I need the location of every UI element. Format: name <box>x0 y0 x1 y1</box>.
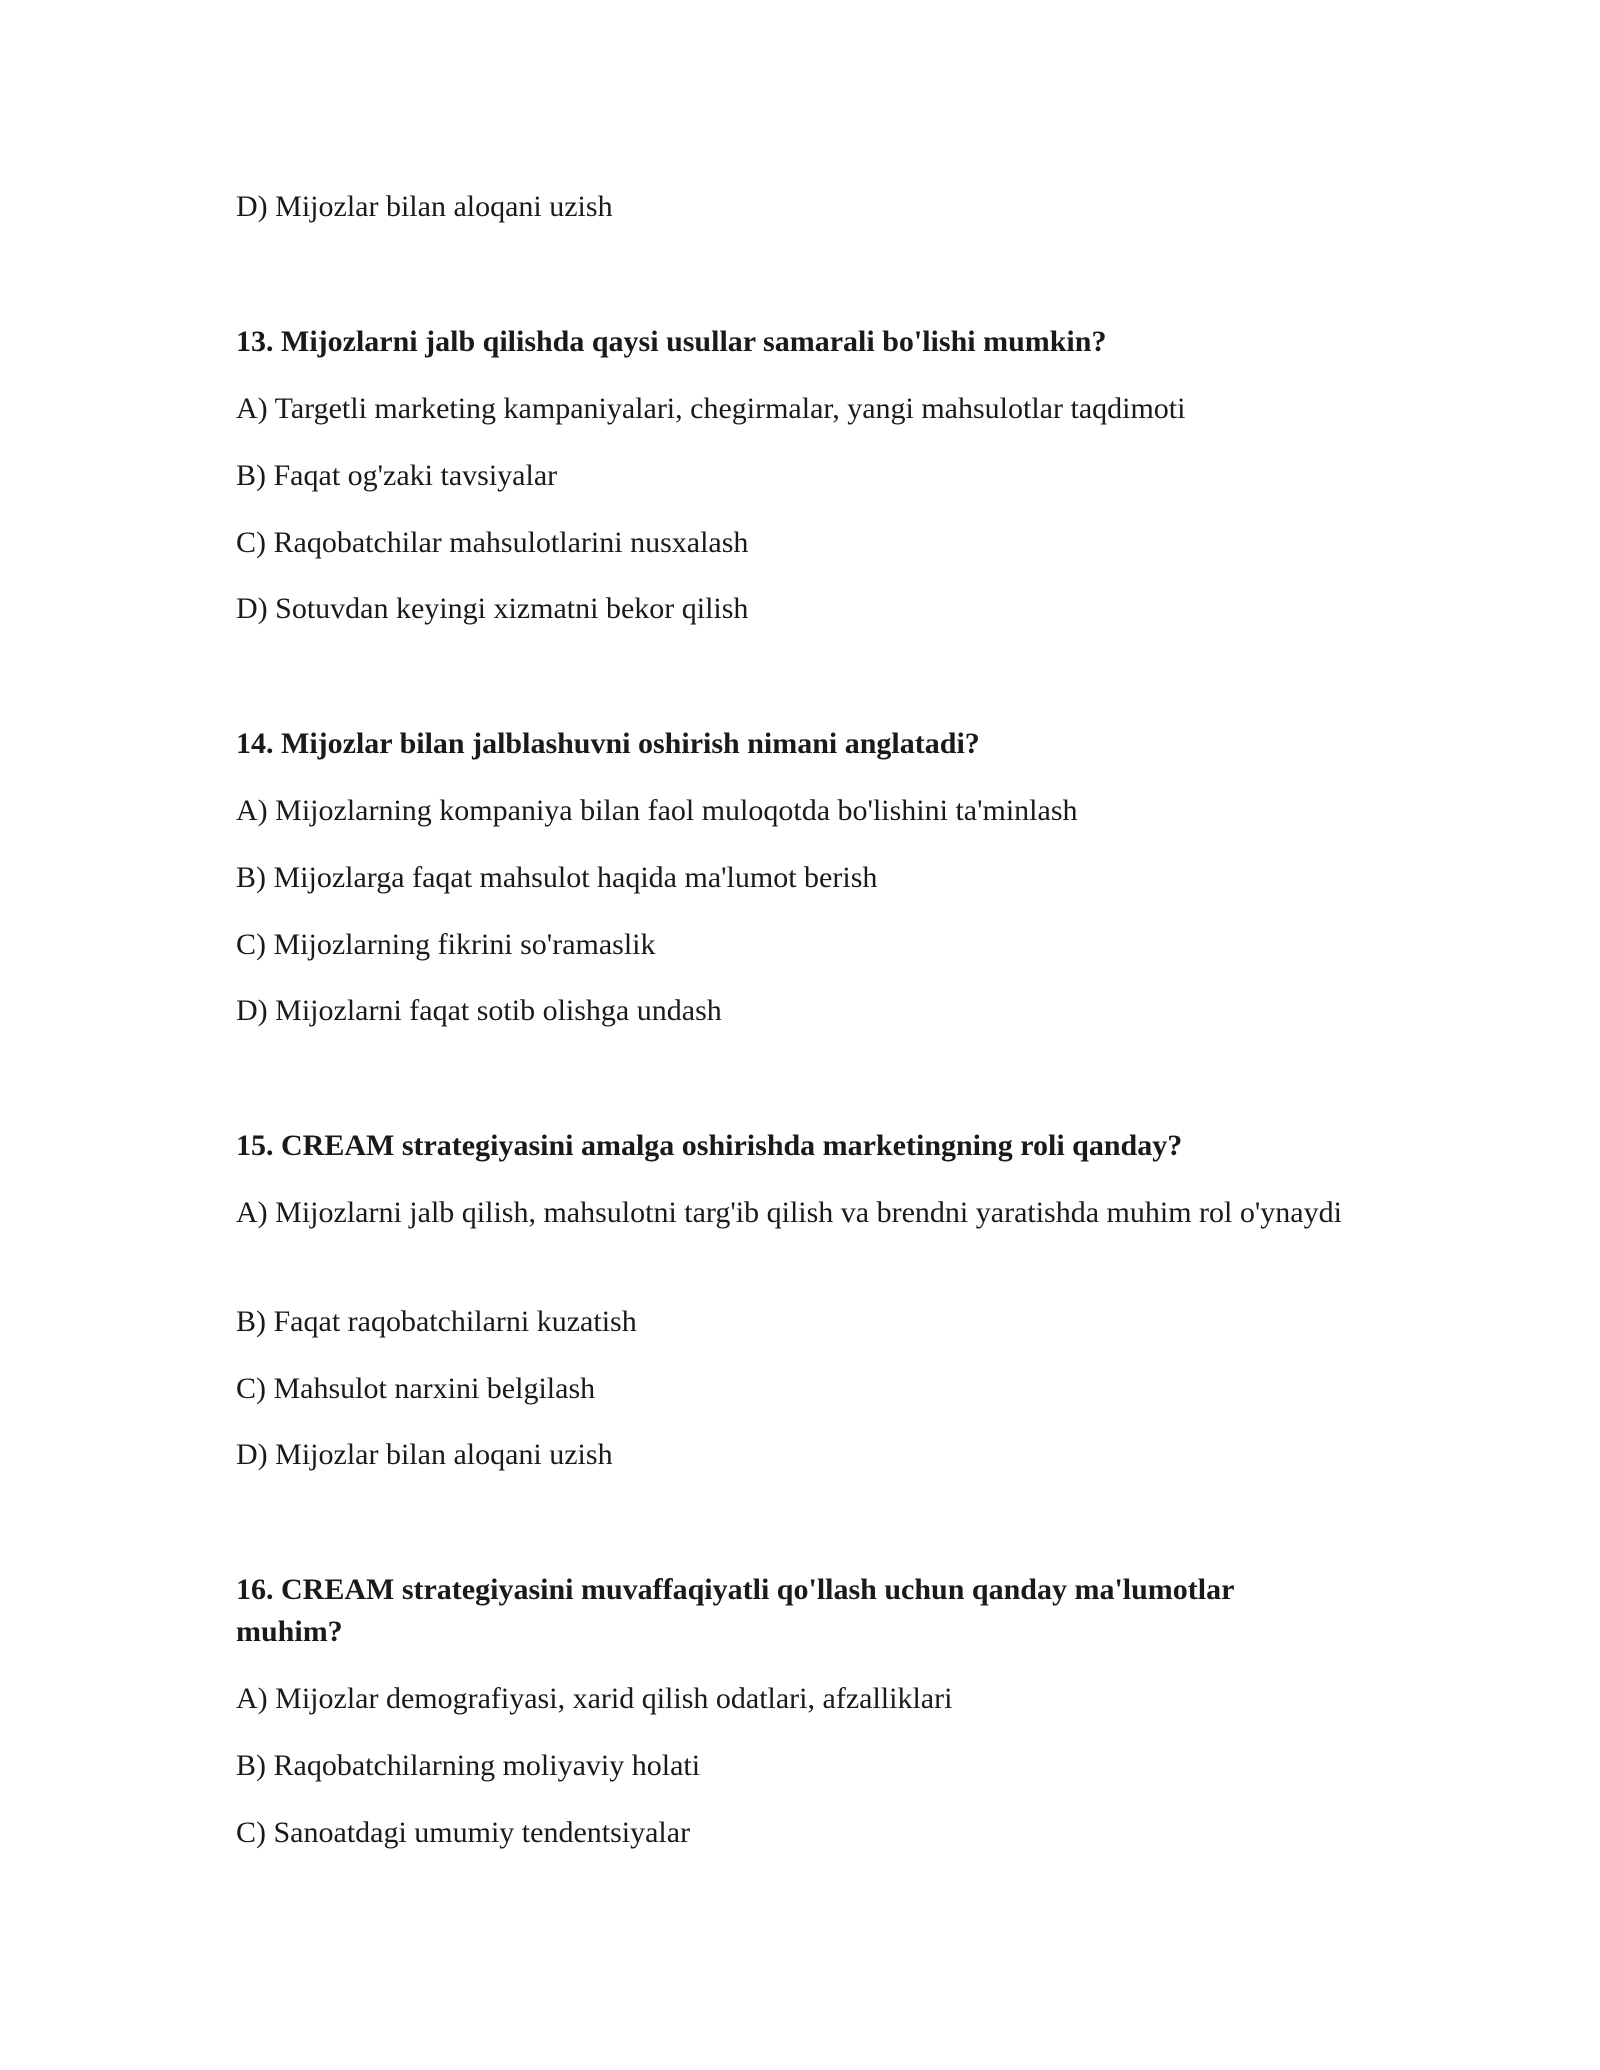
option-12-d: D) Mijozlar bilan aloqani uzish <box>236 190 613 223</box>
option-13-c: C) Raqobatchilar mahsulotlarini nusxalash <box>236 526 749 559</box>
question-13: 13. Mijozlarni jalb qilishda qaysi usullar samarali bo'lishi mumkin? <box>236 325 1107 358</box>
option-16-b: B) Raqobatchilarning moliyaviy holati <box>236 1749 701 1782</box>
option-14-c: C) Mijozlarning fikrini so'ramaslik <box>236 928 656 961</box>
option-16-c: C) Sanoatdagi umumiy tendentsiyalar <box>236 1816 691 1849</box>
question-16: 16. CREAM strategiyasini muvaffaqiyatli qo'llash uchun qanday ma'lumotlar muhim? <box>236 1573 1234 1648</box>
option-13-a: A) Targetli marketing kampaniyalari, chegirmalar, yangi mahsulotlar taqdimoti <box>236 392 1186 425</box>
option-13-d: D) Sotuvdan keyingi xizmatni bekor qilish <box>236 592 749 625</box>
option-15-b: B) Faqat raqobatchilarni kuzatish <box>236 1305 637 1338</box>
option-15-d: D) Mijozlar bilan aloqani uzish <box>236 1438 613 1471</box>
option-15-a: A) Mijozlarni jalb qilish, mahsulotni targ'ib qilish va brendni yaratishda muhim rol o'ynaydi <box>236 1196 1342 1229</box>
option-15-c: C) Mahsulot narxini belgilash <box>236 1372 596 1405</box>
question-14: 14. Mijozlar bilan jalblashuvni oshirish nimani anglatadi? <box>236 727 980 760</box>
question-15: 15. CREAM strategiyasini amalga oshirishda marketingning roli qanday? <box>236 1129 1183 1162</box>
option-16-a: A) Mijozlar demografiyasi, xarid qilish odatlari, afzalliklari <box>236 1682 953 1715</box>
option-14-a: A) Mijozlarning kompaniya bilan faol muloqotda bo'lishini ta'minlash <box>236 794 1078 827</box>
option-14-b: B) Mijozlarga faqat mahsulot haqida ma'lumot berish <box>236 861 878 894</box>
option-14-d: D) Mijozlarni faqat sotib olishga undash <box>236 994 722 1027</box>
option-13-b: B) Faqat og'zaki tavsiyalar <box>236 459 558 492</box>
